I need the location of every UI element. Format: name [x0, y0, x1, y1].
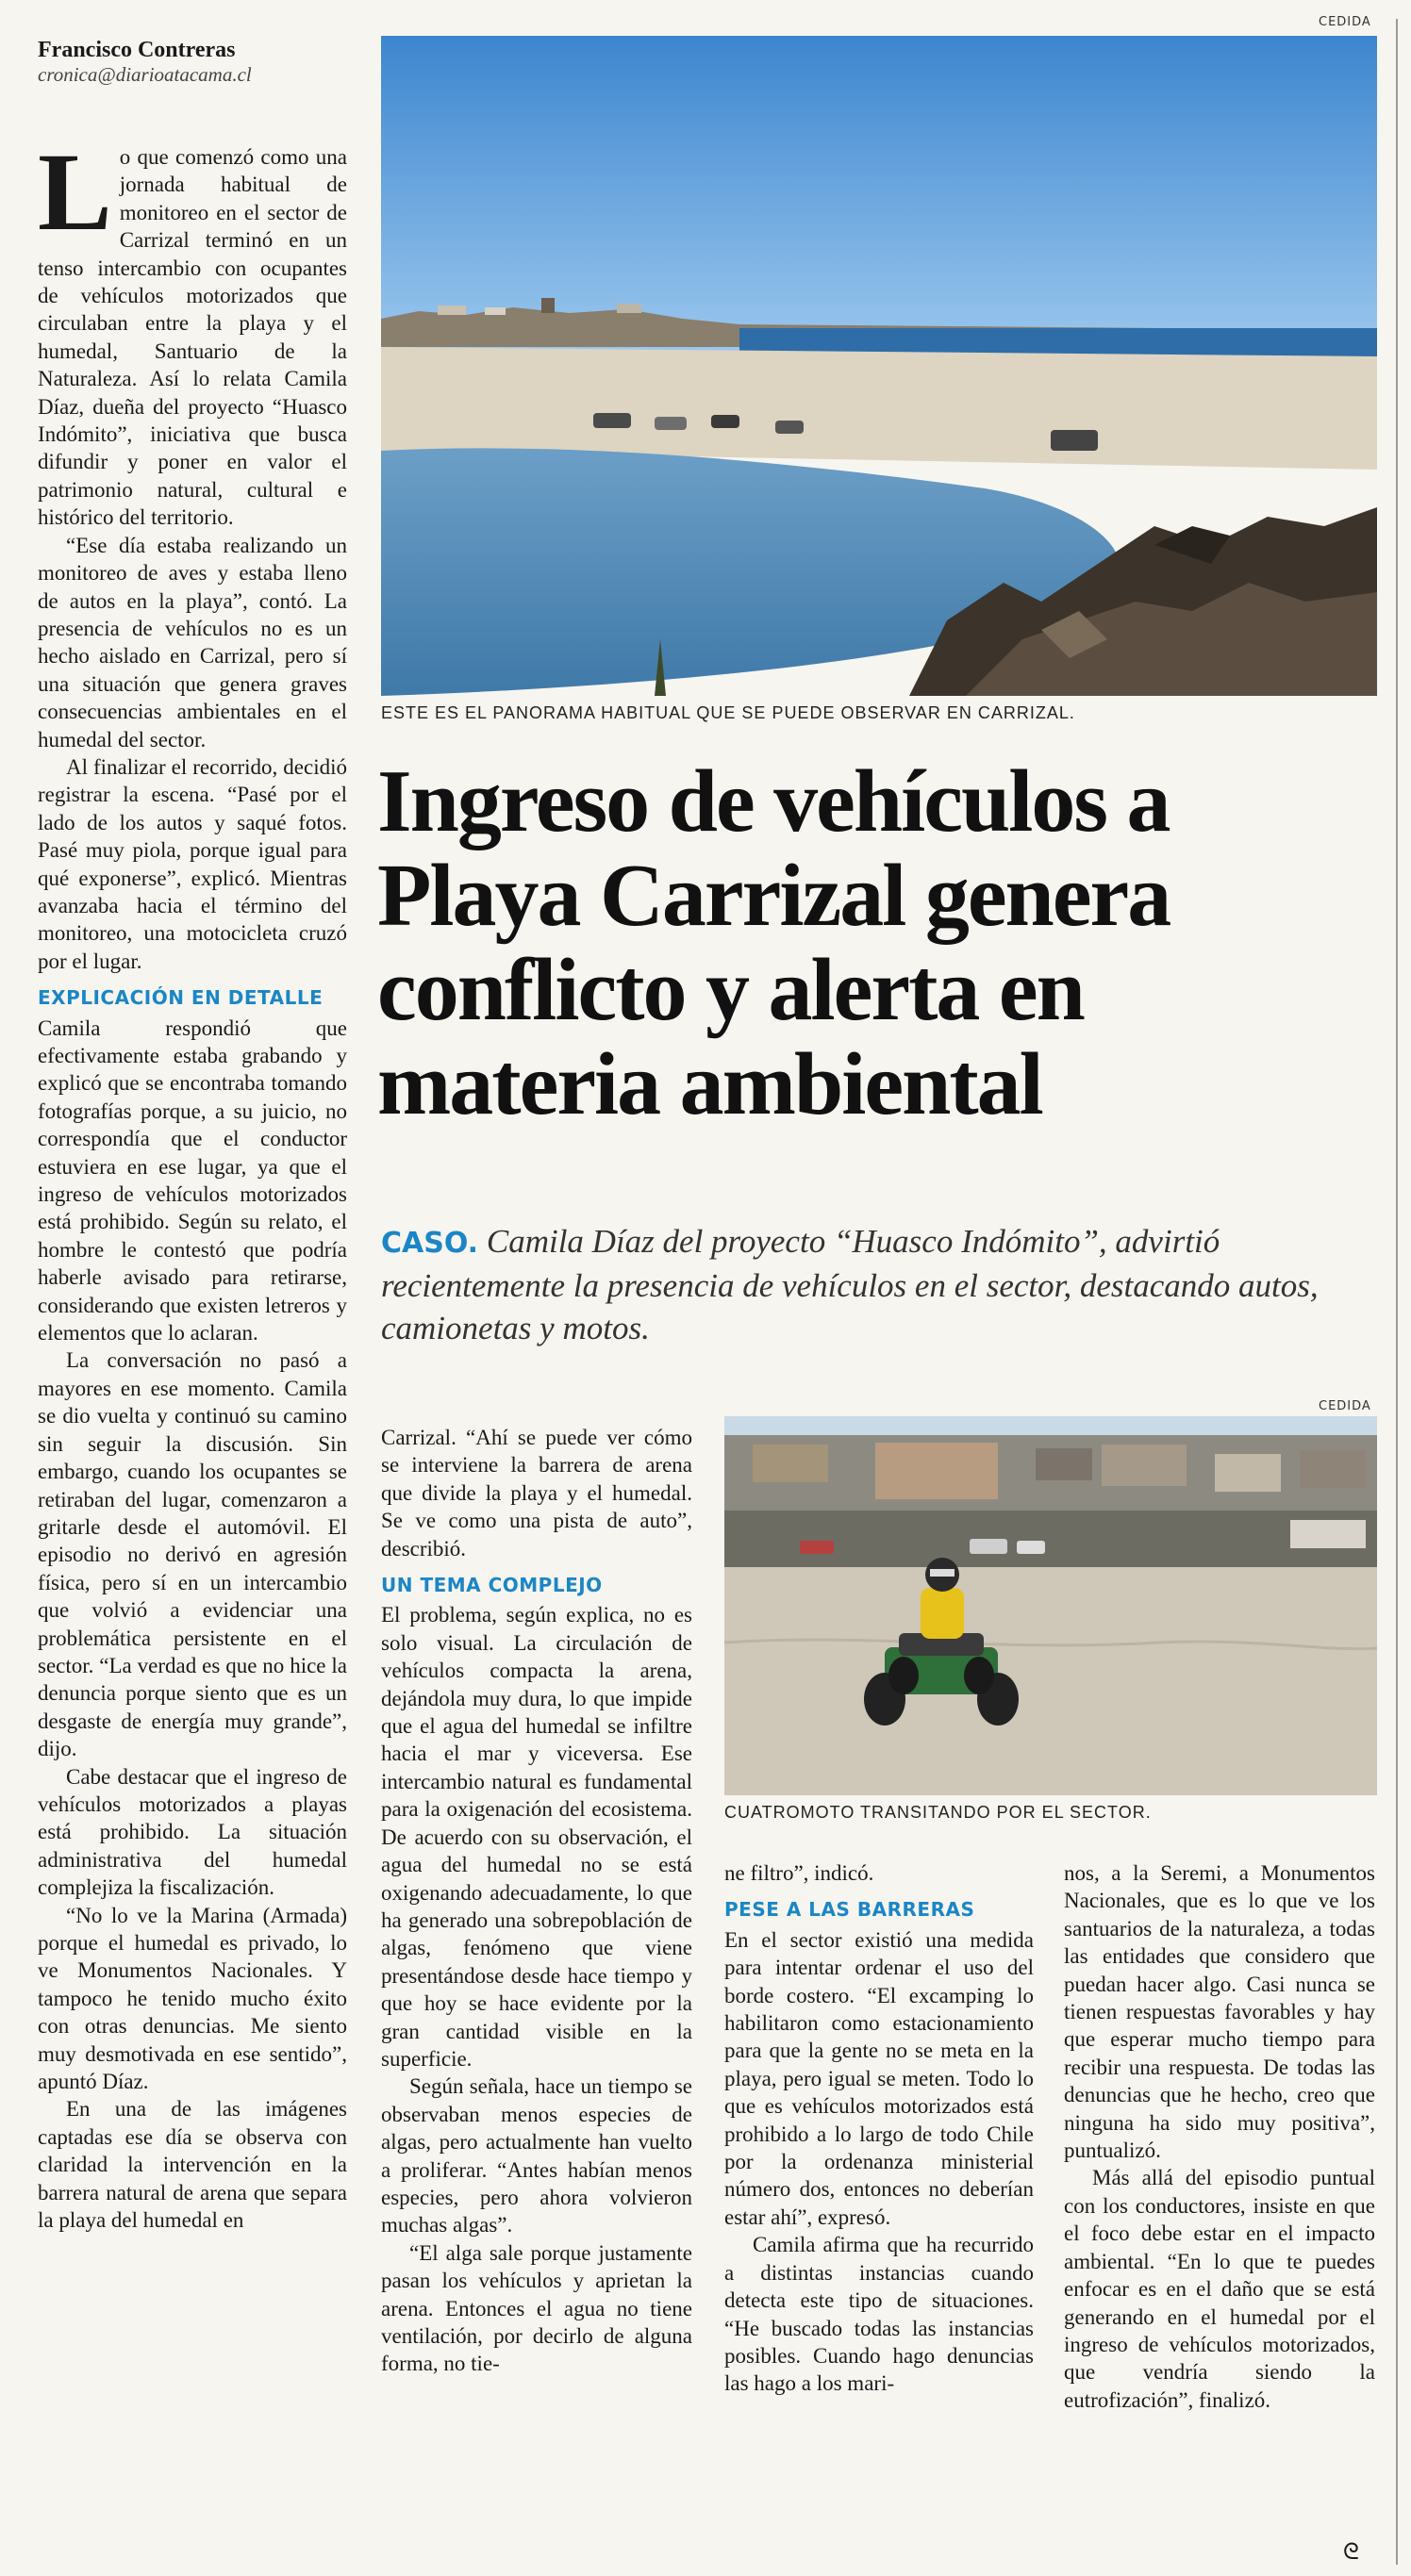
- subhead-explicacion: EXPLICACIÓN EN DETALLE: [38, 986, 324, 1010]
- atv-photo: [724, 1416, 1377, 1795]
- lead-paragraph: Lo que comenzó como una jornada habitual de monitoreo en el sector de Carrizal terminó en un tenso intercambio con ocupantes de vehículos motorizados que circulaban entre la playa y el humedal, Santuario de la Naturaleza. Así lo relata Camila Díaz, dueña del proyecto “Huasco Indómito”, iniciativa que busca difundir y poner en valor el patrimonio natural, cultural e histórico del territorio.: [38, 130, 347, 530]
- deck-text: Camila Díaz del proyecto “Huasco Indómito”, advirtió recientemente la presencia de vehículos en el sector, destacando autos, camionetas y motos.: [381, 1223, 1319, 1346]
- photo-caption-mid: CUATROMOTO TRANSITANDO POR EL SECTOR.: [724, 1803, 1152, 1822]
- headline-line: Playa Carrizal genera: [377, 847, 1170, 945]
- beach-photo-image: [381, 36, 1377, 696]
- headline: [377, 754, 1386, 1131]
- paragraph: En una de las imágenes captadas ese día se observa con claridad la intervención en la barrera natural de arena que separa la playa del humedal en: [38, 2097, 347, 2233]
- photo-credit-mid: CEDIDA: [1319, 1399, 1371, 1413]
- paragraph: Camila respondió que efectivamente estaba grabando y explicó que se encontraba tomando fotografías porque, a su juicio, no correspondía que el conductor estuviera en ese lugar, ya que el ingreso de vehículos motorizados está prohibido. Según su relato, el hombre le contestó que podría haberle avisado para retirarse, considerando que existen letreros y elementos que lo aclaran.: [38, 1016, 347, 1346]
- paragraph: “Ese día estaba realizando un monitoreo de aves y estaba lleno de autos en la playa”, contó. La presencia de vehículos no es un hecho aislado en Carrizal, pero sí una situación que genera graves consecuencias ambientales en el humedal del sector.: [38, 533, 347, 751]
- paragraph: La conversación no pasó a mayores en ese momento. Camila se dio vuelta y continuó su camino sin seguir la discusión. Sin embargo, cuando los ocupantes se retiraban del lugar, comenzaron a gritarle desde el automóvil. El episodio no derivó en agresión física, pero sí en un intercambio que volvió a evidenciar una problemática persistente en el sector. “La verdad es que no hice la denuncia porque siento que es un desgaste de energía muy grande”, dijo.: [38, 1348, 347, 1761]
- paragraph: ne filtro”, indicó.: [724, 1861, 874, 1885]
- paragraph: Cabe destacar que el ingreso de vehículos motorizados a playas está prohibido. La situación administrativa del humedal complejiza la fiscalización.: [38, 1764, 347, 1900]
- paragraph: “El alga sale porque justamente pasan los vehículos y aprietan la arena. Entonces el agua no tiene ventilación, por decirlo de alguna forma, no tie-: [381, 2240, 692, 2376]
- atv-photo-image: [724, 1416, 1377, 1795]
- column-2: [381, 1424, 692, 2378]
- page-edge-rule: [1396, 19, 1398, 2565]
- headline-line: materia ambiental: [377, 1035, 1042, 1133]
- photo-credit-top: CEDIDA: [1319, 15, 1371, 29]
- headline-line: conflicto y alerta en: [377, 941, 1084, 1039]
- headline-line: Ingreso de vehículos a: [377, 752, 1170, 850]
- subhead-pese-barreras: PESE A LAS BARRERAS: [724, 1898, 975, 1922]
- dropcap: L: [38, 130, 112, 254]
- paragraph: “No lo ve la Marina (Armada) porque el humedal es privado, lo ve Monumentos Nacionales. Y tampoco he tenido mucho éxito con otras denuncias. Me siento muy desmotivada en ese sentido”, apuntó Díaz.: [38, 1903, 347, 2094]
- paragraph: Camila afirma que ha recurrido a distintas instancias cuando detecta este tipo de situaciones. “He buscado todas las instancias posibles. Cuando hago denuncias las hago a los mari-: [724, 2233, 1034, 2396]
- paragraph: En el sector existió una medida para intentar ordenar el uso del borde costero. “El excamping lo habilitaron como estacionamiento para que la gente no se meta en la playa, pero igual se meten. Todo lo que es vehículos motorizados está prohibido a lo largo de todo Chile por la ordenanza ministerial número dos, entonces no deberían estar ahí”, expresó.: [724, 1927, 1034, 2229]
- paragraph: Carrizal. “Ahí se puede ver cómo se interviene la barrera de arena que divide la playa y el humedal. Se ve como una pista de auto”, describió.: [381, 1426, 692, 1560]
- end-mark: ᘓ: [1343, 2538, 1359, 2565]
- paragraph: Más allá del episodio puntual con los conductores, insiste en que el foco debe estar en el impacto ambiental. “En lo que te puedes enfocar es en el daño que se está generando en el humedal por el ingreso de vehículos motorizados, que vendría siendo la eutrofización”, finalizó.: [1064, 2166, 1375, 2412]
- paragraph: Al finalizar el recorrido, decidió registrar la escena. “Pasé por el lado de los autos y saqué fotos. Pasé muy piola, porque igual para qué exponerse”, explicó. Mientras avanzaba hacia el término del monitoreo, una motocicleta cruzó por el lugar.: [38, 754, 347, 973]
- beach-photo: [381, 36, 1377, 696]
- column-1: [38, 130, 347, 2234]
- photo-caption-top: ESTE ES EL PANORAMA HABITUAL QUE SE PUEDE OBSERVAR EN CARRIZAL.: [381, 703, 1075, 722]
- byline-email: cronica@diarioatacama.cl: [38, 63, 252, 86]
- column-4: [1064, 1859, 1375, 2414]
- paragraph: nos, a la Seremi, a Monumentos Nacionales, que es lo que ve los santuarios de la naturaleza, a todas las entidades que considero que puedan hacer algo. Casi nunca se tienen respuestas favorables y hay que esperar mucho tiempo para recibir una respuesta. De todas las denuncias que he hecho, creo que ninguna ha sido muy positiva”, puntualizó.: [1064, 1861, 1375, 2163]
- paragraph: El problema, según explica, no es solo visual. La circulación de vehículos compacta la arena, dejándola muy dura, lo que impide que el agua del humedal se infiltre hacia el mar y viceversa. Ese intercambio natural es fundamental para la oxigenación del ecosistema. De acuerdo con su observación, el agua del humedal no se está oxigenando adecuadamente, lo que ha generado una sobrepoblación de algas, fenómeno que viene presentándose desde hace tiempo y que hoy se hace evidente por la gran cantidad visible en la superficie.: [381, 1603, 692, 2071]
- byline: [38, 38, 358, 87]
- paragraph: Según señala, hace un tiempo se observaban menos especies de algas, pero actualmente han vuelto a proliferar. “Antes habían menos especies, pero ahora volvieron muchas algas”.: [381, 2074, 692, 2237]
- byline-name: Francisco Contreras: [38, 38, 236, 62]
- subhead-tema-complejo: UN TEMA COMPLEJO: [381, 1574, 603, 1597]
- column-3: [724, 1859, 1034, 2398]
- deck: [381, 1220, 1371, 1349]
- deck-label: CASO.: [381, 1227, 479, 1260]
